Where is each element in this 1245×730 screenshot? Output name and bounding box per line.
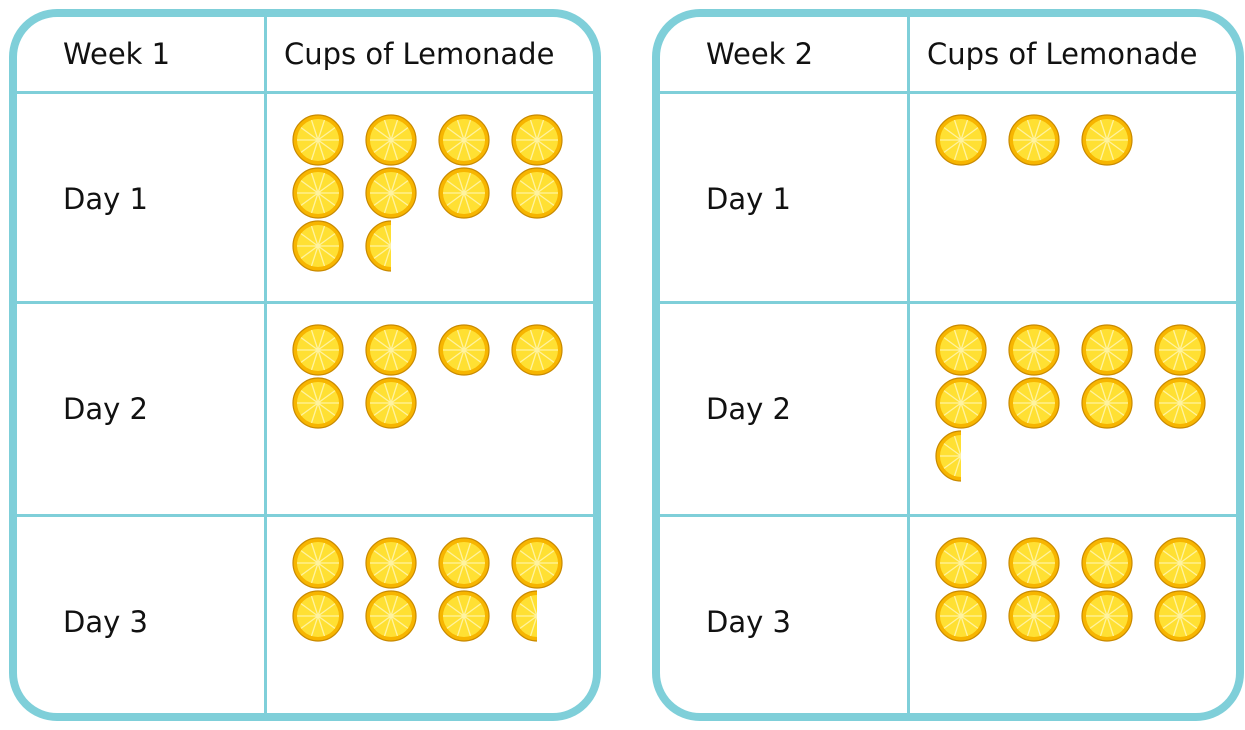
- lemon-slice-icon: [511, 537, 563, 589]
- lemon-slice-icon: [1008, 537, 1060, 589]
- half-lemon-slice-icon: [365, 220, 417, 272]
- lemon-slice-icon: [365, 324, 417, 376]
- table-row: [660, 94, 1236, 304]
- lemon-slice-icon: [1081, 590, 1133, 642]
- cups-cell: [660, 304, 1236, 514]
- lemon-slice-icon: [1154, 537, 1206, 589]
- lemon-slice-icon: [292, 114, 344, 166]
- lemon-slice-icon: [438, 324, 490, 376]
- week-header: Week 2: [706, 37, 814, 71]
- day-label: Day 2: [63, 392, 148, 426]
- lemon-slice-icon: [1081, 324, 1133, 376]
- lemon-slice-icon: [292, 220, 344, 272]
- lemon-slice-icon: [1008, 377, 1060, 429]
- lemon-slice-icon: [1008, 590, 1060, 642]
- lemon-slice-icon: [935, 324, 987, 376]
- week-2-table: [652, 9, 1244, 721]
- lemon-slice-icon: [1154, 590, 1206, 642]
- cups-cell: [17, 517, 593, 721]
- table-row: [17, 517, 593, 721]
- week-1-table: [9, 9, 601, 721]
- day-label: Day 2: [706, 392, 791, 426]
- lemon-slice-icon: [292, 590, 344, 642]
- cups-cell: [17, 94, 593, 304]
- lemon-slice-icon: [1008, 114, 1060, 166]
- cups-cell: [17, 304, 593, 514]
- lemon-slice-icon: [292, 167, 344, 219]
- lemon-slice-icon: [935, 114, 987, 166]
- lemon-slice-icon: [1081, 537, 1133, 589]
- table-row: [17, 304, 593, 514]
- lemon-slice-icon: [935, 537, 987, 589]
- lemon-slice-icon: [438, 537, 490, 589]
- table-row: [17, 94, 593, 304]
- lemon-slice-icon: [1154, 324, 1206, 376]
- day-label: Day 1: [63, 182, 148, 216]
- cups-header: Cups of Lemonade: [284, 37, 555, 71]
- cups-cell: [660, 94, 1236, 304]
- cups-cell: [660, 517, 1236, 721]
- lemon-slice-icon: [438, 167, 490, 219]
- lemon-slice-icon: [292, 537, 344, 589]
- lemon-slice-icon: [438, 114, 490, 166]
- lemon-slice-icon: [1081, 377, 1133, 429]
- lemon-slice-icon: [935, 590, 987, 642]
- lemon-slice-icon: [935, 377, 987, 429]
- lemon-slice-icon: [365, 114, 417, 166]
- lemon-slice-icon: [365, 167, 417, 219]
- lemon-slice-icon: [511, 324, 563, 376]
- lemon-slice-icon: [1081, 114, 1133, 166]
- lemon-slice-icon: [292, 324, 344, 376]
- day-label: Day 3: [706, 605, 791, 639]
- lemon-slice-icon: [1154, 377, 1206, 429]
- day-label: Day 3: [63, 605, 148, 639]
- lemon-slice-icon: [365, 537, 417, 589]
- lemon-slice-icon: [1008, 324, 1060, 376]
- lemon-slice-icon: [511, 114, 563, 166]
- lemon-slice-icon: [365, 377, 417, 429]
- day-label: Day 1: [706, 182, 791, 216]
- lemon-slice-icon: [511, 167, 563, 219]
- half-lemon-slice-icon: [511, 590, 563, 642]
- cups-header: Cups of Lemonade: [927, 37, 1198, 71]
- table-row: [660, 517, 1236, 721]
- lemon-slice-icon: [292, 377, 344, 429]
- half-lemon-slice-icon: [935, 430, 987, 482]
- lemon-slice-icon: [438, 590, 490, 642]
- week-header: Week 1: [63, 37, 171, 71]
- table-row: [660, 304, 1236, 514]
- lemon-slice-icon: [365, 590, 417, 642]
